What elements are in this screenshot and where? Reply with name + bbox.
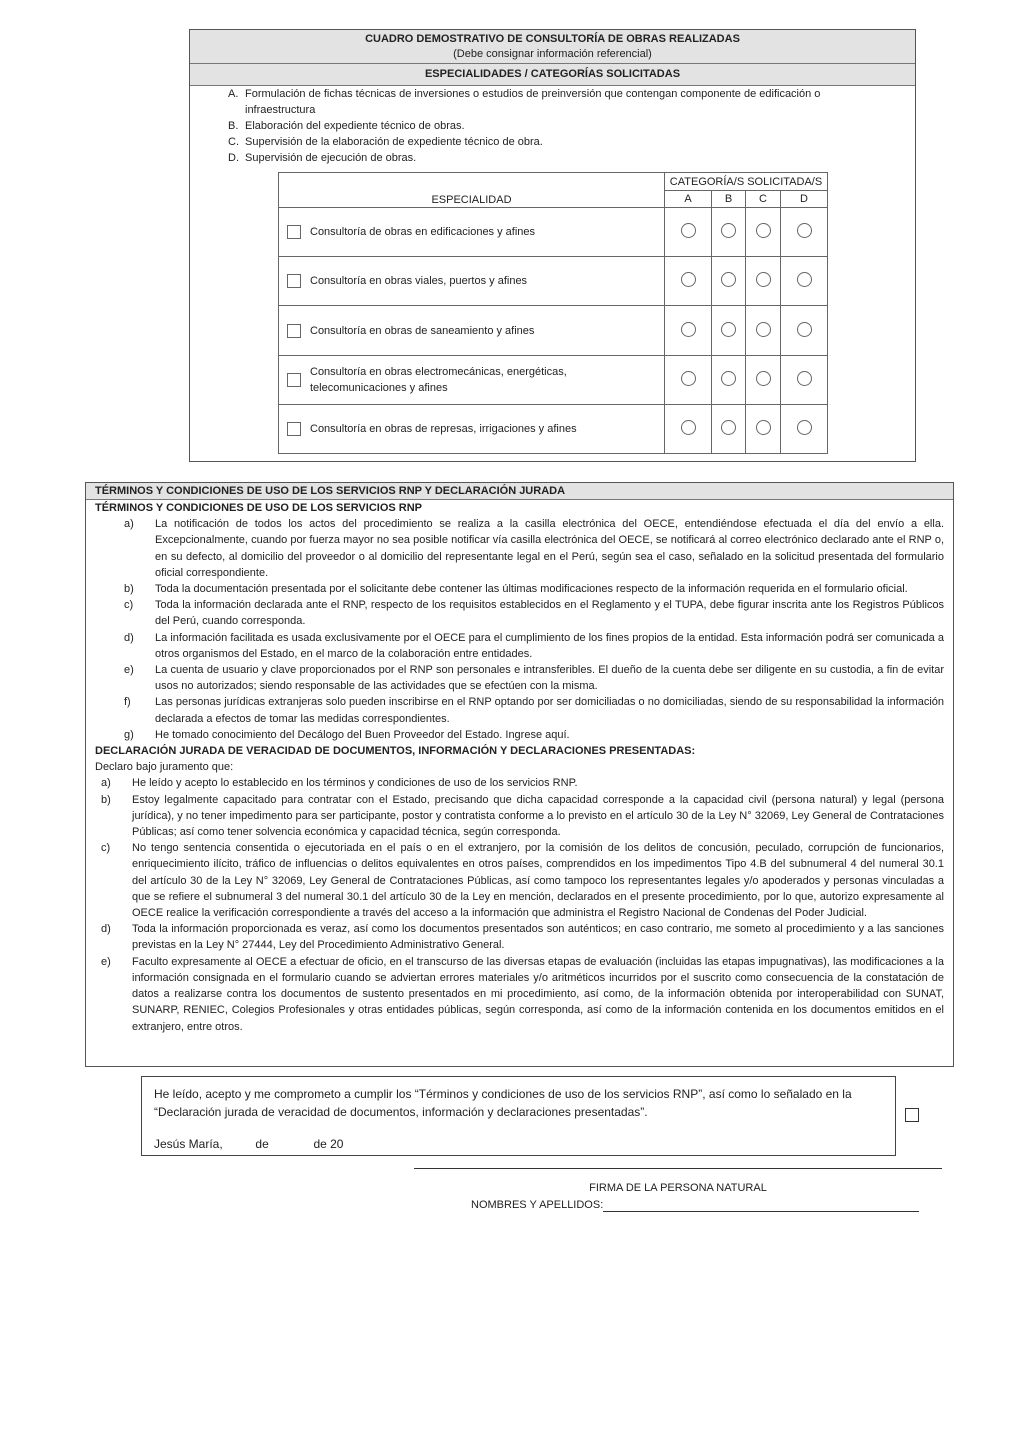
category-d-radio[interactable] [797, 272, 812, 287]
category-b-radio[interactable] [721, 420, 736, 435]
table-row [279, 257, 828, 306]
list-item [86, 516, 953, 581]
item-key: d) [124, 631, 134, 644]
signature-line [414, 1168, 942, 1169]
category-c-radio[interactable] [756, 322, 771, 337]
category-d-radio[interactable] [797, 223, 812, 238]
column-header: A [665, 191, 712, 208]
item-text: La cuenta de usuario y clave proporcionados por el RNP son personales e intransferibles. El dueño de la cuenta debe ser diligente en su custodia, a fin de evitar usos no autorizados; siendo responsable de las actividades que se efectúen con la misma. [155, 664, 944, 693]
declaration-title: DECLARACIÓN JURADA DE VERACIDAD DE DOCUMENTOS, INFORMACIÓN Y DECLARACIONES PRESENTADAS: [95, 745, 696, 758]
list-item [86, 727, 953, 743]
column-header: C [746, 191, 781, 208]
date-de-label: de [255, 1137, 269, 1151]
terms-box [85, 482, 954, 1067]
item-key: a) [124, 518, 134, 531]
list-item [86, 694, 953, 726]
item-text: Toda la documentación presentada por el solicitante debe contener las últimas modificaciones respecto de la información requerida en el formulario oficial. [155, 583, 908, 596]
table-row [279, 405, 828, 454]
declaration-intro: Declaro bajo juramento que: [95, 761, 234, 774]
names-field[interactable] [603, 1211, 919, 1212]
specialty-label: Consultoría en obras de represas, irrigaciones y afines [310, 423, 577, 435]
specialty-table [278, 172, 828, 454]
specialty-checkbox[interactable] [287, 422, 301, 436]
item-key: a) [101, 777, 111, 790]
list-item [86, 597, 953, 629]
specialty-label: Consultoría en obras electromecánicas, energéticas, telecomunicaciones y afines [310, 366, 567, 394]
category-b-radio[interactable] [721, 322, 736, 337]
category-definitions [228, 86, 888, 166]
category-a-radio[interactable] [681, 223, 696, 238]
specialty-checkbox[interactable] [287, 225, 301, 239]
category-b-radio[interactable] [721, 223, 736, 238]
section-title: ESPECIALIDADES / CATEGORÍAS SOLICITADAS [190, 64, 915, 86]
category-c-radio[interactable] [756, 371, 771, 386]
table-row [279, 306, 828, 356]
list-item [86, 840, 953, 921]
category-header: CATEGORÍA/S SOLICITADA/S [665, 173, 828, 191]
signature-label: FIRMA DE LA PERSONA NATURAL [589, 1182, 767, 1194]
category-c-radio[interactable] [756, 420, 771, 435]
category-d-radio[interactable] [797, 322, 812, 337]
category-d-radio[interactable] [797, 420, 812, 435]
category-a-radio[interactable] [681, 272, 696, 287]
specialty-checkbox[interactable] [287, 373, 301, 387]
item-key: c) [101, 842, 111, 855]
table-row [279, 356, 828, 405]
form-subtitle: (Debe consignar información referencial) [453, 48, 652, 60]
column-header: D [781, 191, 828, 208]
category-a-radio[interactable] [681, 371, 696, 386]
list-item [228, 118, 888, 134]
list-item [228, 86, 888, 118]
column-header: B [712, 191, 746, 208]
place-label: Jesús María, [154, 1137, 223, 1151]
list-item [228, 150, 888, 166]
decalogue-link[interactable]: He tomado conocimiento del Decálogo del Buen Proveedor del Estado. Ingrese aquí. [155, 728, 570, 741]
item-key: f) [124, 696, 131, 709]
table-row [279, 208, 828, 257]
specialty-label: Consultoría de obras en edificaciones y afines [310, 226, 536, 238]
specialty-checkbox[interactable] [287, 324, 301, 338]
list-item [86, 792, 953, 841]
specialty-label: Consultoría en obras de saneamiento y afines [310, 324, 535, 337]
list-item [86, 662, 953, 694]
item-text: Faculto expresamente al OECE a efectuar de oficio, en el transcurso de las diversas etapas de evaluación (incluidas las etapas impugnativas), las modificaciones a la información consignada en el formulario cuando se adviertan errores materiales y/o aritméticos incurridos por el suscrito como consecuencia de la constatación de datos a realizarse contra los documentos de sustento presentados en mi procedimiento, así como, de la información obtenida por interoperabilidad con SUNAT, SUNARP, RENIEC, Colegios Profesionales y otras entidades públicas, según corresponda, así como de la información contenida en los documentos emitidos en el extranjero, entre otros. [132, 955, 944, 1033]
form-header [190, 30, 915, 64]
acceptance-checkbox[interactable] [905, 1108, 919, 1122]
item-text: Toda la información declarada ante el RNP, respecto de los requisitos establecidos en el Reglamento y el TUPA, debe figurar inscrita ante los Registros Públicos del Perú, cuando corresponda. [155, 599, 944, 628]
list-item [86, 775, 953, 791]
list-item [86, 954, 953, 1035]
form-title: CUADRO DEMOSTRATIVO DE CONSULTORÍA DE OBRAS REALIZADAS [365, 33, 740, 45]
names-label: NOMBRES Y APELLIDOS: [471, 1199, 604, 1211]
item-key: C. [228, 136, 239, 148]
specialty-header: ESPECIALIDAD [279, 173, 665, 208]
category-a-radio[interactable] [681, 322, 696, 337]
item-text: La información facilitada es usada exclusivamente por el OECE para el cumplimiento de los fines propios de la entidad. Esta información podrá ser comunicada a otros organismos del Estado, en el marco de la colaboración entre entidades. [155, 631, 944, 660]
category-b-radio[interactable] [721, 272, 736, 287]
specialty-label: Consultoría en obras viales, puertos y afines [310, 275, 528, 287]
item-text: Estoy legalmente capacitado para contratar con el Estado, precisando que dicha capacidad corresponde a la capacidad civil (persona natural) y legal (persona jurídica), y no tener impedimento para ser participante, postor y contratista conforme a lo previsto en el artículo 30 de la Ley N° 32069, Ley General de Contrataciones Públicas; así como tener solvencia económica y capacidad técnica, según corresponda. [132, 793, 944, 839]
item-key: b) [101, 793, 111, 806]
item-text: Formulación de fichas técnicas de inversiones o estudios de preinversión que contengan componente de edificación o infraestructura [245, 88, 821, 116]
item-key: d) [101, 923, 111, 936]
terms-title: TÉRMINOS Y CONDICIONES DE USO DE LOS SERVICIOS RNP Y DECLARACIÓN JURADA [86, 483, 953, 500]
item-key: g) [124, 728, 134, 741]
list-item [86, 630, 953, 662]
item-key: D. [228, 152, 239, 164]
year-label: de 20 [313, 1137, 344, 1151]
specialties-box [189, 29, 916, 462]
list-item [86, 921, 953, 953]
item-key: B. [228, 120, 239, 132]
item-text: Las personas jurídicas extranjeras solo pueden inscribirse en el RNP optando por ser domiciliadas o no domiciliadas, siendo de su responsabilidad la información declarada a efectos de tomar las medidas correspondientes. [155, 696, 944, 725]
item-text: He leído y acepto lo establecido en los términos y condiciones de uso de los servicios RNP. [132, 777, 578, 790]
list-item [86, 581, 953, 597]
item-text: No tengo sentencia consentida o ejecutoriada en el país o en el extranjero, por la comisión de los delitos de concusión, peculado, corrupción de funcionarios, enriquecimiento ilícito, tráfico de influencias o delitos equivalentes en otros países, comprendidos en los impedimentos Tipo 4.B del subnumeral 4 del numeral 30.1 del artículo 30 de la Ley N° 32069, Ley General de Contrataciones Públicas, así como tampoco los representantes legales y/o apoderados y personas vinculadas a que se refiere el subnumeral 3 del numeral 30.1 del artículo 30 de la Ley en mención, declarados en el presente procedimiento, por lo que, autorizo expresamente al OECE realice la verificación correspondiente a través del acceso a la información que administra el Registro Nacional de Condenas del Poder Judicial. [132, 842, 944, 920]
list-item [228, 134, 888, 150]
category-a-radio[interactable] [681, 420, 696, 435]
terms-subtitle: TÉRMINOS Y CONDICIONES DE USO DE LOS SERVICIOS RNP [95, 502, 423, 514]
item-key: c) [124, 599, 134, 612]
category-b-radio[interactable] [721, 371, 736, 386]
category-c-radio[interactable] [756, 223, 771, 238]
item-text: Elaboración del expediente técnico de obras. [245, 120, 465, 132]
acceptance-text: He leído, acepto y me comprometo a cumplir los “Términos y condiciones de uso de los servicios RNP”, así como lo señalado en la “Declaración jurada de veracidad de documentos, información y declaraciones presentadas”. [154, 1087, 852, 1119]
category-c-radio[interactable] [756, 272, 771, 287]
acceptance-box [141, 1076, 896, 1156]
date-line [154, 1135, 883, 1153]
item-text: Supervisión de ejecución de obras. [245, 152, 417, 164]
item-key: e) [124, 664, 134, 677]
item-key: A. [228, 88, 239, 100]
item-text: Supervisión de la elaboración de expediente técnico de obra. [245, 136, 543, 148]
item-key: b) [124, 583, 134, 596]
item-text: La notificación de todos los actos del procedimiento se realiza a la casilla electrónica del OECE, entendiéndose efectuada el día del envío a ella. Excepcionalmente, cuando por fuerza mayor no sea posible notificar vía casilla electrónica del OECE, se notificará al correo electrónico declarado ante el RNP o, en su defecto, al domicilio del proveedor o al domicilio del representante legal en el Perú, según sea el caso, señalado en la solicitud presentada del formulario oficial correspondiente. [155, 518, 944, 579]
item-key: e) [101, 955, 111, 968]
specialty-checkbox[interactable] [287, 274, 301, 288]
category-d-radio[interactable] [797, 371, 812, 386]
item-text: Toda la información proporcionada es veraz, así como los documentos presentados son auténticos; en caso contrario, me someto al procedimiento y a las sanciones previstas en la Ley N° 27444, Ley del Procedimiento Administrativo General. [132, 923, 944, 952]
